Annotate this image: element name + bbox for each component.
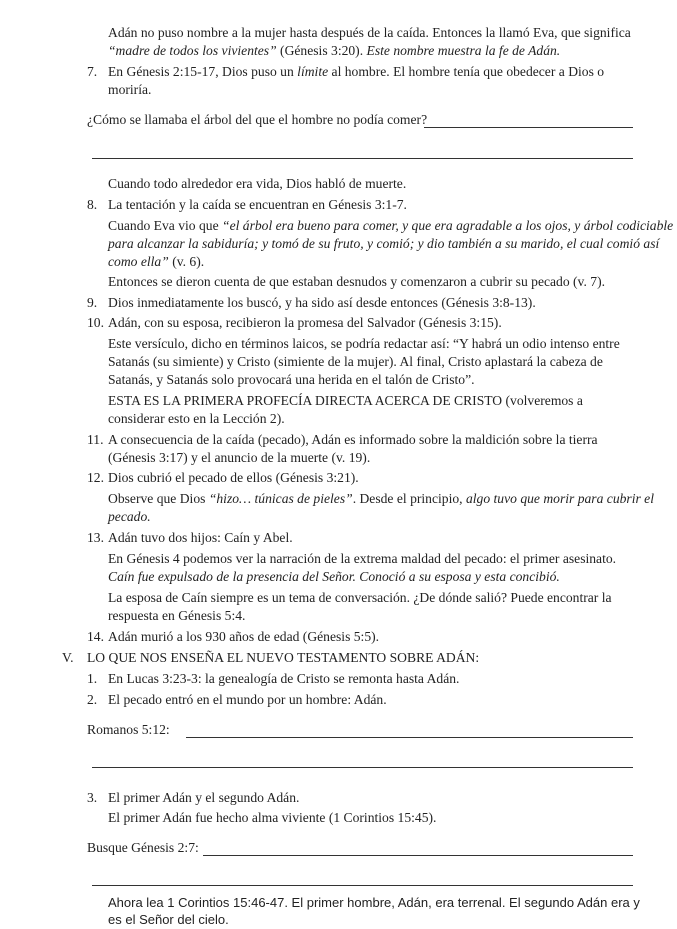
paragraph-line: Entonces se dieron cuenta de que estaban desnudos y comenzaron a cubrir su pecado (v. 7). (108, 274, 605, 289)
paragraph-line: Observe que Dios “hizo… túnicas de pieles”. Desde el principio, algo tuvo que morir para cubrir el (108, 491, 654, 506)
paragraph-line: Ahora lea 1 Corintios 15:46-47. El primer hombre, Adán, era terrenal. El segundo Adán era y (108, 895, 640, 910)
paragraph-line: moriría. (108, 82, 152, 97)
paragraph-line: El primer Adán fue hecho alma viviente (1 Corintios 15:45). (108, 810, 437, 825)
section-heading: LO QUE NOS ENSEÑA EL NUEVO TESTAMENTO SOBRE ADÁN: (87, 650, 480, 665)
paragraph-line: Cuando todo alrededor era vida, Dios habló de muerte. (108, 176, 407, 191)
item-number-9: 9. (87, 295, 98, 310)
paragraph-line: En Génesis 2:15-17, Dios puso un límite al hombre. El hombre tenía que obedecer a Dios o (108, 64, 605, 79)
paragraph-line: Adán no puso nombre a la mujer hasta después de la caída. Entonces la llamó Eva, que significa (108, 25, 631, 40)
paragraph-line: Dios inmediatamente los buscó, y ha sido así desde entonces (Génesis 3:8-13). (108, 295, 536, 310)
paragraph-line: ESTA ES LA PRIMERA PROFECÍA DIRECTA ACERCA DE CRISTO (volveremos a (108, 393, 583, 408)
item-number-10: 10. (87, 315, 104, 330)
item-number-12: 12. (87, 470, 104, 485)
paragraph-line: Dios cubrió el pecado de ellos (Génesis 3:21). (108, 470, 359, 485)
paragraph-line: es el Señor del cielo. (108, 912, 229, 927)
answer-blank[interactable] (186, 737, 633, 738)
paragraph-line: respuesta en Génesis 5:4. (108, 608, 246, 623)
paragraph-line: Adán tuvo dos hijos: Caín y Abel. (108, 530, 293, 545)
paragraph-line: considerar esto en la Lección 2). (108, 411, 285, 426)
paragraph-line: (Génesis 3:17) y el anuncio de la muerte (v. 19). (108, 450, 371, 465)
question-prompt: Romanos 5:12: (87, 722, 170, 737)
section-numeral-v: V. (62, 650, 74, 665)
answer-blank[interactable] (92, 885, 633, 886)
paragraph-line: La esposa de Caín siempre es un tema de conversación. ¿De dónde salió? Puede encontrar la (108, 590, 612, 605)
item-number-8: 8. (87, 197, 98, 212)
paragraph-line: A consecuencia de la caída (pecado), Adán es informado sobre la maldición sobre la tierra (108, 432, 598, 447)
answer-blank[interactable] (203, 855, 633, 856)
question-prompt: Busque Génesis 2:7: (87, 840, 199, 855)
paragraph-line: El primer Adán y el segundo Adán. (108, 790, 300, 805)
paragraph-line: El pecado entró en el mundo por un hombre: Adán. (108, 692, 387, 707)
item-number-7: 7. (87, 64, 98, 79)
answer-blank[interactable] (424, 127, 633, 128)
paragraph-line: Satanás, y Satanás solo provocará una herida en el talón de Cristo”. (108, 372, 475, 387)
paragraph-line: Adán murió a los 930 años de edad (Génesis 5:5). (108, 629, 380, 644)
paragraph-line: En Lucas 3:23-3: la genealogía de Cristo se remonta hasta Adán. (108, 671, 460, 686)
item-number-11: 11. (87, 432, 104, 447)
subitem-number-1: 1. (87, 671, 98, 686)
question-prompt: ¿Cómo se llamaba el árbol del que el hombre no podía comer? (87, 112, 428, 127)
paragraph-line: Cuando Eva vio que “el árbol era bueno para comer, y que era agradable a los ojos, y árbol codiciable (108, 218, 674, 233)
paragraph-line: como ella” (v. 6). (108, 254, 205, 269)
paragraph-line: Satanás (su simiente) y Cristo (simiente de la mujer). Al final, Cristo aplastará la cabeza de (108, 354, 603, 369)
paragraph-line: pecado. (108, 509, 151, 524)
paragraph-line: La tentación y la caída se encuentran en Génesis 3:1-7. (108, 197, 407, 212)
answer-blank[interactable] (92, 767, 633, 768)
paragraph-line: para alcanzar la sabiduría; y tomó de su fruto, y comió; y dio también a su marido, el cual comió así (108, 236, 660, 251)
answer-blank[interactable] (92, 158, 633, 159)
subitem-number-3: 3. (87, 790, 98, 805)
paragraph-line: Adán, con su esposa, recibieron la promesa del Salvador (Génesis 3:15). (108, 315, 502, 330)
paragraph-line: “madre de todos los vivientes” (Génesis 3:20). Este nombre muestra la fe de Adán. (108, 43, 561, 58)
paragraph-line: Este versículo, dicho en términos laicos, se podría redactar así: “Y habrá un odio intenso entre (108, 336, 620, 351)
item-number-13: 13. (87, 530, 104, 545)
paragraph-line: Caín fue expulsado de la presencia del Señor. Conoció a su esposa y esta concibió. (108, 569, 560, 584)
subitem-number-2: 2. (87, 692, 98, 707)
paragraph-line: En Génesis 4 podemos ver la narración de la extrema maldad del pecado: el primer asesinato. (108, 551, 617, 566)
item-number-14: 14. (87, 629, 104, 644)
